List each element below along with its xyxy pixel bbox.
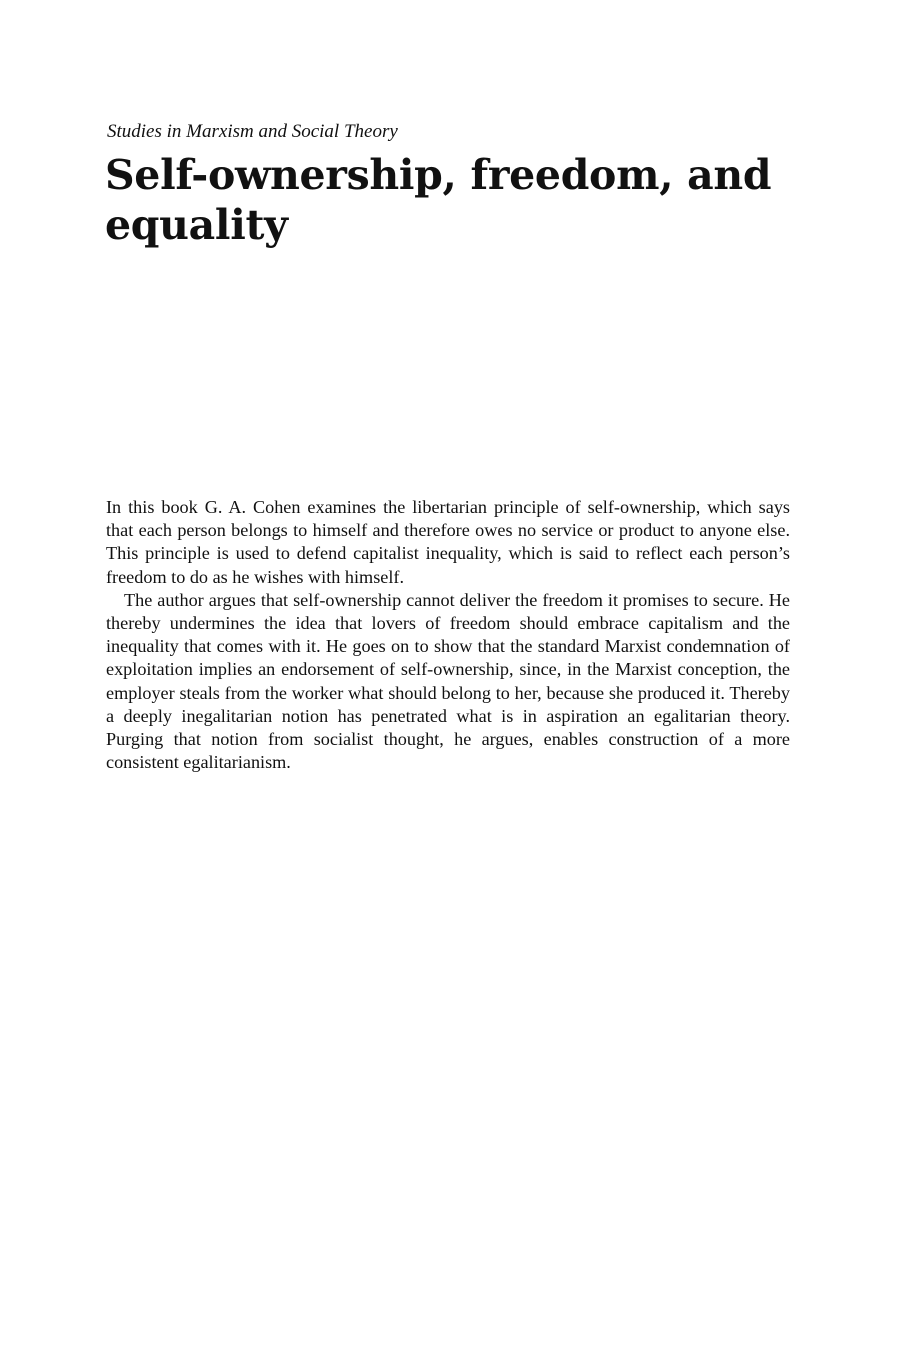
- description-paragraph-2: The author argues that self-ownership cannot deliver the freedom it promises to secure. He thereby undermines the idea that lovers of freedom should embrace capitalism and the inequality that comes with it. He goes on to show that the standard Marxist condemnation of exploitation implies an endorsement of self-ownership, since, in the Marxist conception, the employer steals from the worker what should belong to her, because she produced it. Thereby a deeply inegalitarian notion has penetrated what is in aspiration an egalitarian theory. Purging that notion from socialist thought, he argues, enables construction of a more consistent egalitarianism.: [106, 589, 790, 773]
- series-title: Studies in Marxism and Social Theory: [107, 121, 398, 142]
- book-title: Self-ownership, freedom, and equality: [105, 151, 772, 249]
- description-paragraph-1: In this book G. A. Cohen examines the libertarian principle of self-ownership, which says that each person belongs to himself and therefore owes no service or product to anyone else. This principle is used to defend capitalist inequality, which is said to reflect each person’s freedom to do as he wishes with himself.: [106, 497, 790, 587]
- book-description: [106, 496, 790, 774]
